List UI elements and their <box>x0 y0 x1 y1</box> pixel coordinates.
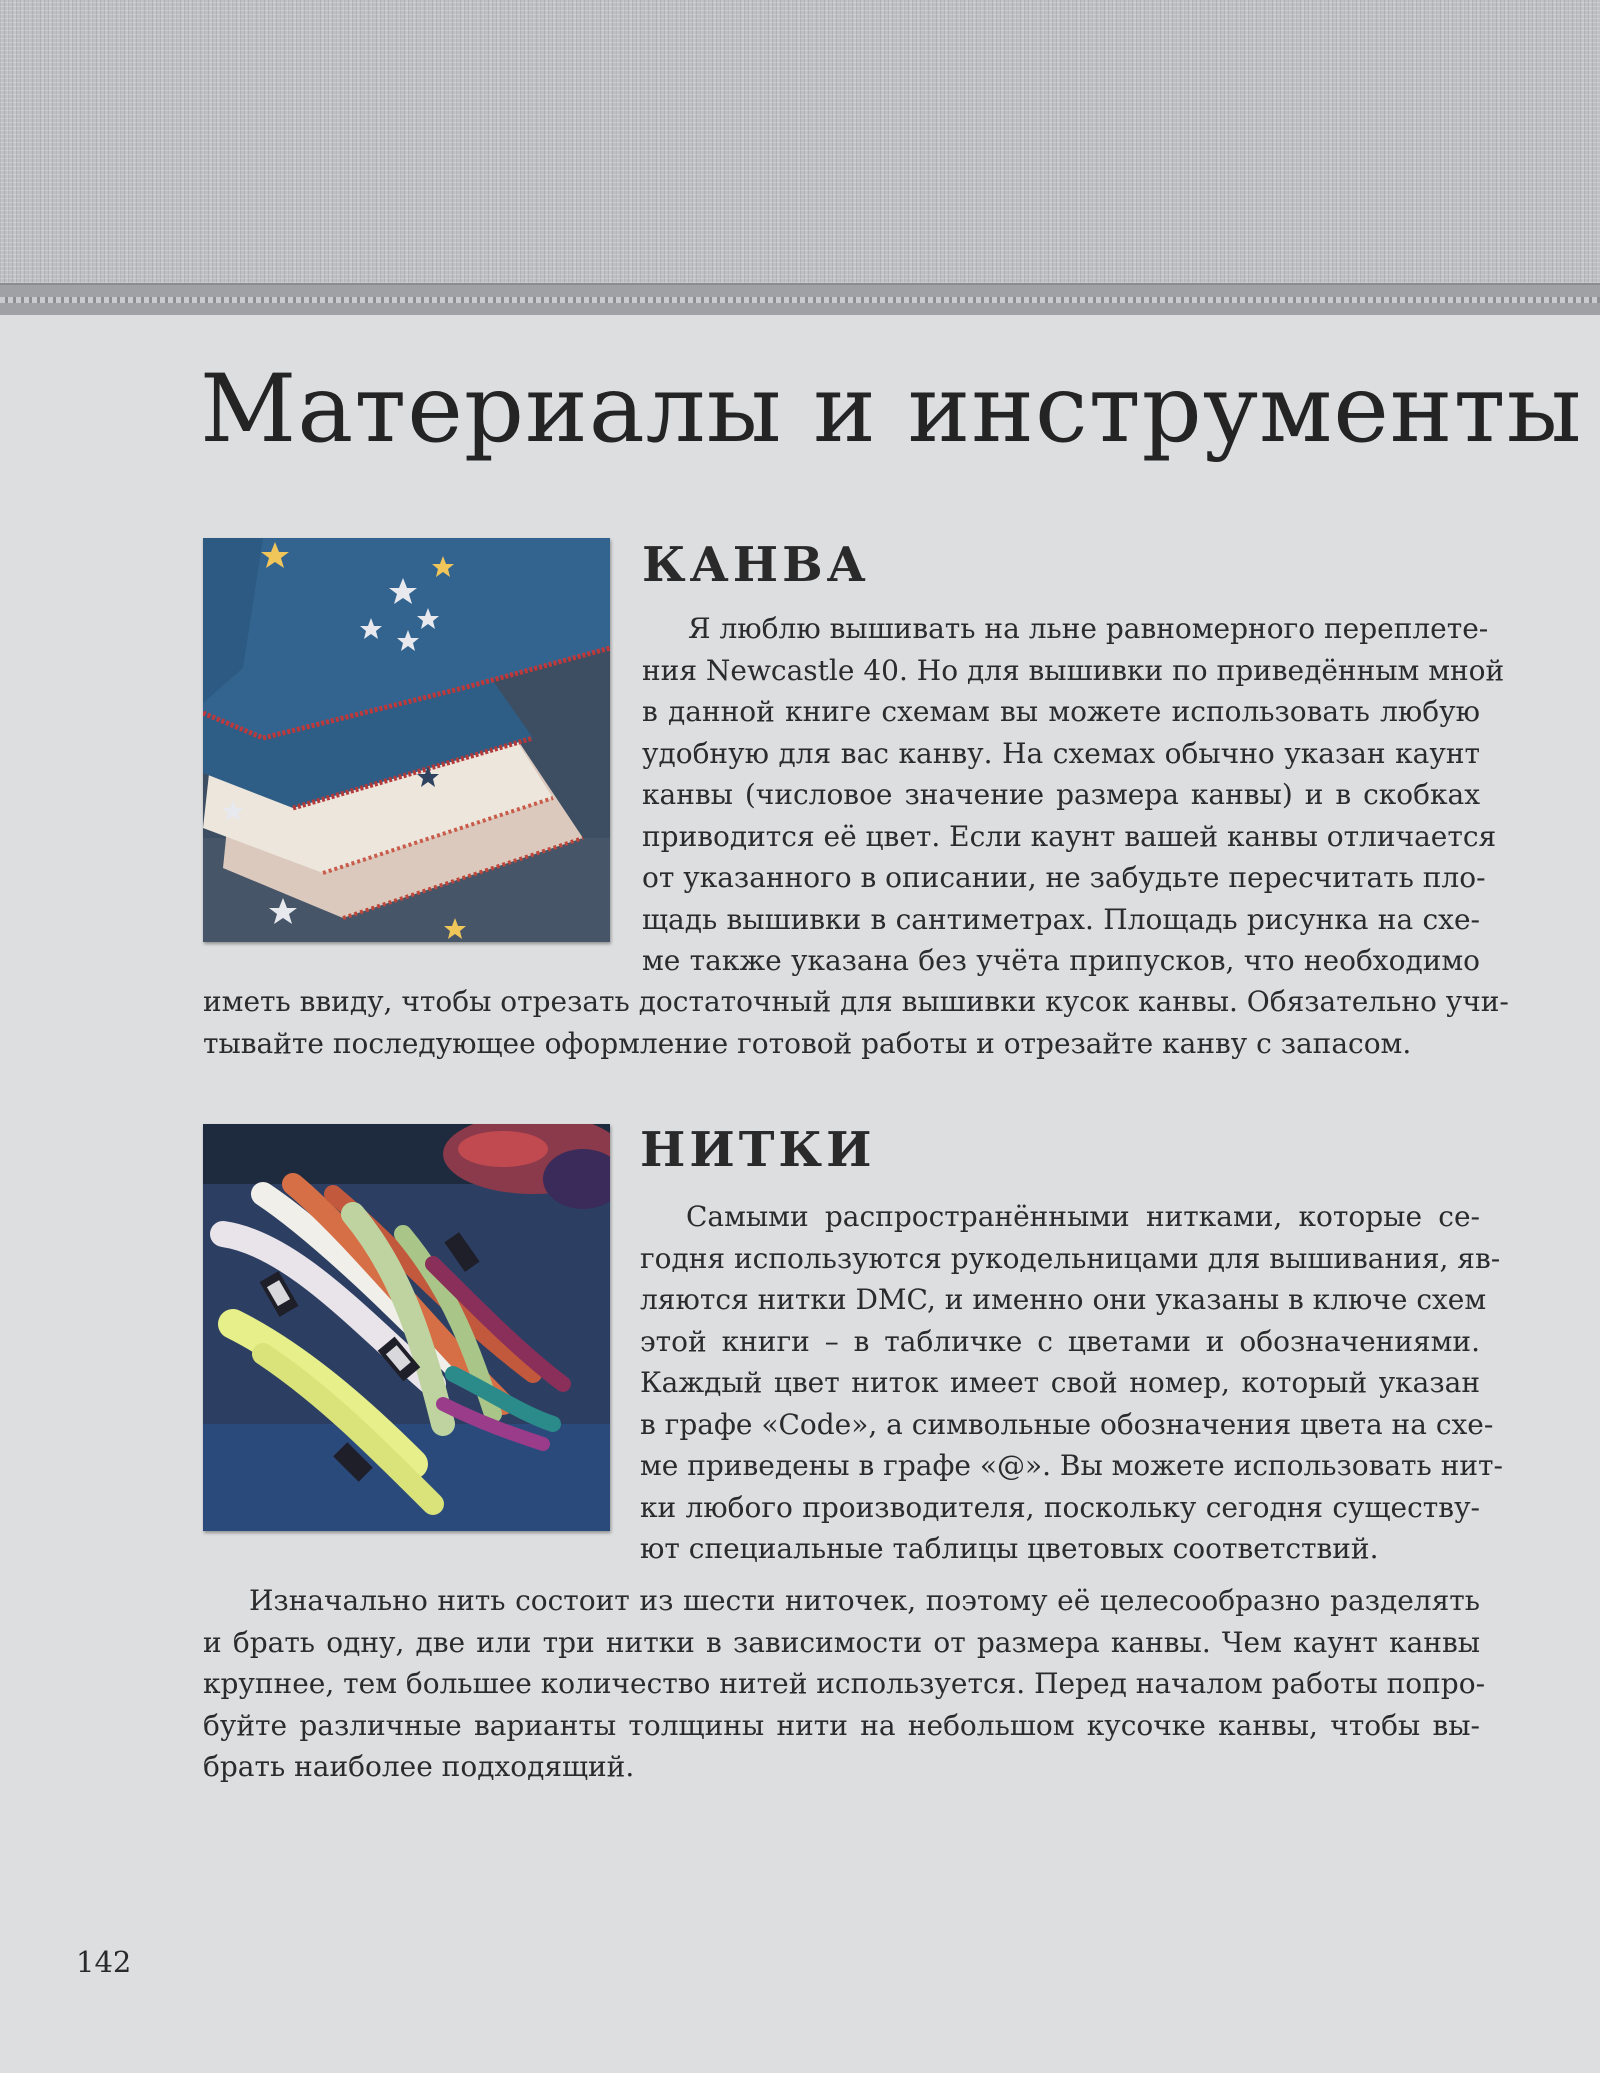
text-line: ют специальные таблицы цветовых соответствий. <box>640 1532 1379 1565</box>
text-line: щадь вышивки в сантиметрах. Площадь рисунка на схе- <box>642 902 1480 936</box>
text-line: приводится её цвет. Если каунт вашей канвы отличается <box>642 819 1497 853</box>
page-number: 142 <box>76 1945 132 1979</box>
text-line: в данной книге схемам вы можете использовать любую <box>642 695 1480 728</box>
text-line: иметь ввиду, чтобы отрезать достаточный для вышивки кусок канвы. Обязательно учи- <box>203 985 1509 1018</box>
section-heading-canvas: КАНВА <box>642 537 870 593</box>
text-line: Изначально нить состоит из шести ниточек, поэтому её целесообразно разделять <box>249 1584 1480 1617</box>
text-line: этой книги – в табличке с цветами и обозначениями. <box>640 1324 1480 1358</box>
linen-texture-header <box>0 0 1600 283</box>
text-line: в графе «Code», а символьные обозначения цвета на схе- <box>640 1407 1494 1441</box>
page-title: Материалы и инструменты <box>200 355 1583 464</box>
text-line: ки любого производителя, поскольку сегодня существу- <box>640 1490 1480 1524</box>
text-line: канвы (числовое значение размера канвы) и в скобках <box>642 778 1480 811</box>
text-line: и брать одну, две или три нитки в зависимости от размера канвы. Чем каунт канвы <box>203 1625 1480 1659</box>
text-line: брать наиболее подходящий. <box>203 1750 635 1783</box>
text-line: ляются нитки DMC, и именно они указаны в ключе схем <box>640 1283 1487 1316</box>
canvas-paragraph-wrapped <box>642 608 1505 982</box>
text-line: ме также указана без учёта припусков, что необходимо <box>642 944 1480 977</box>
text-line: Я люблю вышивать на льне равномерного переплете- <box>688 612 1489 645</box>
text-line: Каждый цвет ниток имеет свой номер, который указан <box>640 1366 1480 1399</box>
canvas-paragraph-full <box>203 981 1509 1064</box>
text-line: тывайте последующее оформление готовой работы и отрезайте канву с запасом. <box>203 1026 1412 1060</box>
text-line: буйте различные варианты толщины нити на небольшом кусочке канвы, чтобы вы- <box>203 1708 1480 1742</box>
text-line: Самыми распространёнными нитками, которые се- <box>686 1200 1480 1233</box>
embroidery-threads-photo <box>203 1124 610 1531</box>
text-line: крупнее, тем большее количество нитей используется. Перед началом работы попро- <box>203 1667 1486 1700</box>
hem-stitch-border <box>0 283 1600 315</box>
threads-paragraph-2 <box>203 1580 1486 1788</box>
text-line: годня используются рукодельницами для вышивания, яв- <box>640 1241 1501 1275</box>
section-heading-threads: НИТКИ <box>640 1122 876 1178</box>
text-line: удобную для вас канву. На схемах обычно указан каунт <box>642 736 1480 770</box>
text-line: от указанного в описании, не забудьте пересчитать пло- <box>642 861 1486 894</box>
threads-paragraph-wrapped <box>640 1196 1503 1570</box>
text-line: ме приведены в графе «@». Вы можете использовать нит- <box>640 1449 1503 1482</box>
text-line: ния Newcastle 40. Но для вышивки по приведённым мной <box>642 653 1505 687</box>
canvas-fabric-photo <box>203 538 610 942</box>
